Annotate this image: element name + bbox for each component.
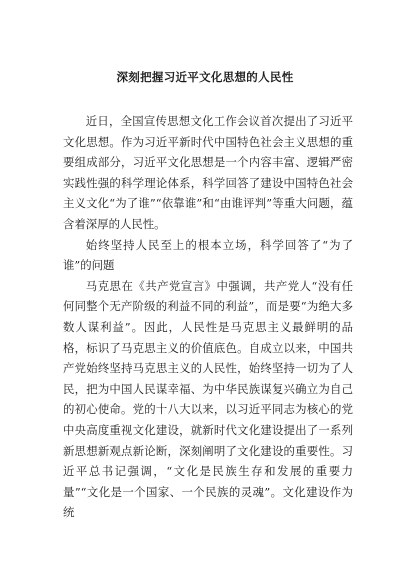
document-body [63, 111, 353, 523]
paragraph-marx: 马克思在《共产党宣言》中强调，共产党人“没有任何同整个无产阶级的利益不同的利益”，而是要“为绝大多数人谋利益”。因此，人民性是马克思主义最鲜明的品格，标识了马克思主义的价值底色。自成立以来，中国共产党始终坚持马克思主义的人民性，始终坚持一切为了人民，把为中国人民谋幸福、为中华民族谋复兴确立为自己的初心使命。党的十八大以来，以习近平同志为核心的党中央高度重视文化建设，就新时代文化建设提出了一系列新思想新观点新论断，深刻阐明了文化建设的重要性。习近平总书记强调，“文化是民族生存和发展的重要力量”“文化是一个国家、一个民族的灵魂”。文化建设作为统 [63, 278, 353, 520]
paragraph-intro: 近日，全国宣传思想文化工作会议首次提出了习近平文化思想。作为习近平新时代中国特色社会主义思想的重要组成部分，习近平文化思想是一个内容丰富、逻辑严密实践性强的科学理论体系，科学回答了建设中国特色社会主义文化“为了谁”“依靠谁”和“由谁评判”等重大问题，蕴含着深厚的人民性。 [63, 114, 353, 231]
document-title: 深刻把握习近平文化思想的人民性 [116, 70, 294, 84]
paragraph-section-heading: 始终坚持人民至上的根本立场，科学回答了“为了谁”的问题 [63, 237, 353, 273]
